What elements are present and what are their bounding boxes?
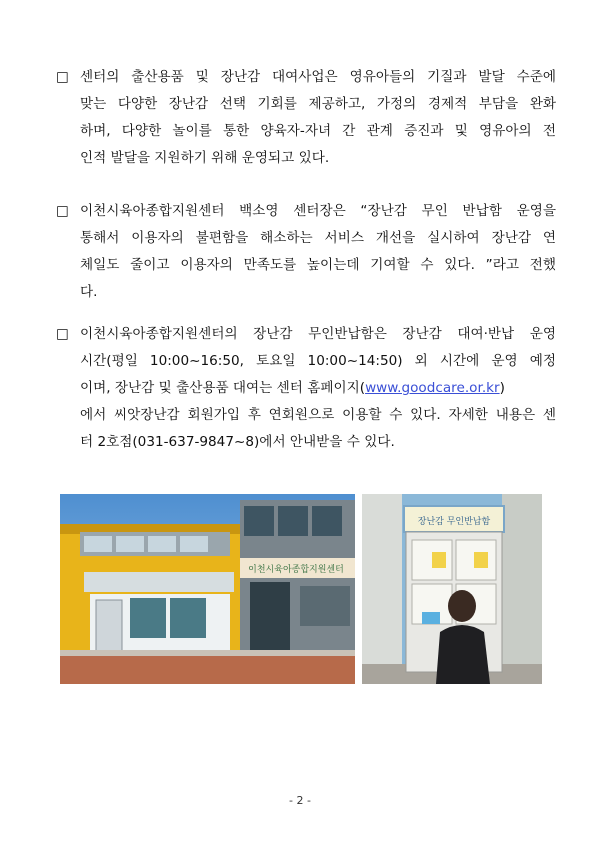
paragraph-1: [56, 64, 556, 172]
p2-line2: 통해서 이용자의 불편함을 해소하는 서비스 개선을 실시하여 장난감 연: [80, 230, 556, 246]
p2-line4: 다.: [80, 284, 98, 300]
building-sign: 이천시육아종합지원센터: [248, 565, 344, 575]
p1-line1: 센터의 출산용품 및 장난감 대여사업은 영유아들의 기질과 발달 수준에: [80, 69, 556, 85]
bullet-box: □: [56, 69, 69, 85]
p1-line4: 인적 발달을 지원하기 위해 운영되고 있다.: [80, 150, 330, 166]
p1-line3: 하며, 다양한 놀이를 통한 양육자-자녀 간 관계 증진과 및 영유아의 전: [80, 123, 556, 139]
kiosk-sign: 장난감 무인반납함: [417, 517, 491, 527]
building-illustration: [60, 494, 355, 684]
kiosk-illustration: [362, 494, 542, 684]
bullet-box: □: [56, 326, 69, 342]
building-photo: [60, 494, 355, 684]
p3-line1: 이천시육아종합지원센터의 장난감 무인반납함은 장난감 대여·반납 운영: [80, 326, 556, 342]
p3-line5: 터 2호점(031-637-9847~8)에서 안내받을 수 있다.: [80, 434, 395, 450]
kiosk-photo: [362, 494, 542, 684]
homepage-link[interactable]: www.goodcare.or.kr: [365, 380, 500, 396]
paragraph-3: [56, 321, 556, 456]
paragraph-2: [56, 198, 556, 306]
p3-line3: 이며, 장난감 및 출산용품 대여는 센터 홈페이지(www.goodcare.or.kr): [80, 380, 505, 396]
p2-line1: 이천시육아종합지원센터 백소영 센터장은 “장난감 무인 반납함 운영을: [80, 203, 556, 219]
bullet-box: □: [56, 203, 69, 219]
p3-line4: 에서 씨앗장난감 회원가입 후 연회원으로 이용할 수 있다. 자세한 내용은 센: [80, 407, 556, 423]
p3-line2: 시간(평일 10:00~16:50, 토요일 10:00~14:50) 외 시간에 운영 예정: [80, 353, 556, 369]
p1-line2: 맞는 다양한 장난감 선택 기회를 제공하고, 가정의 경제적 부담을 완화: [80, 96, 556, 112]
p2-line3: 체일도 줄이고 이용자의 만족도를 높이는데 기여할 수 있다. ”라고 전했: [80, 257, 556, 273]
page-number: - 2 -: [289, 794, 311, 807]
